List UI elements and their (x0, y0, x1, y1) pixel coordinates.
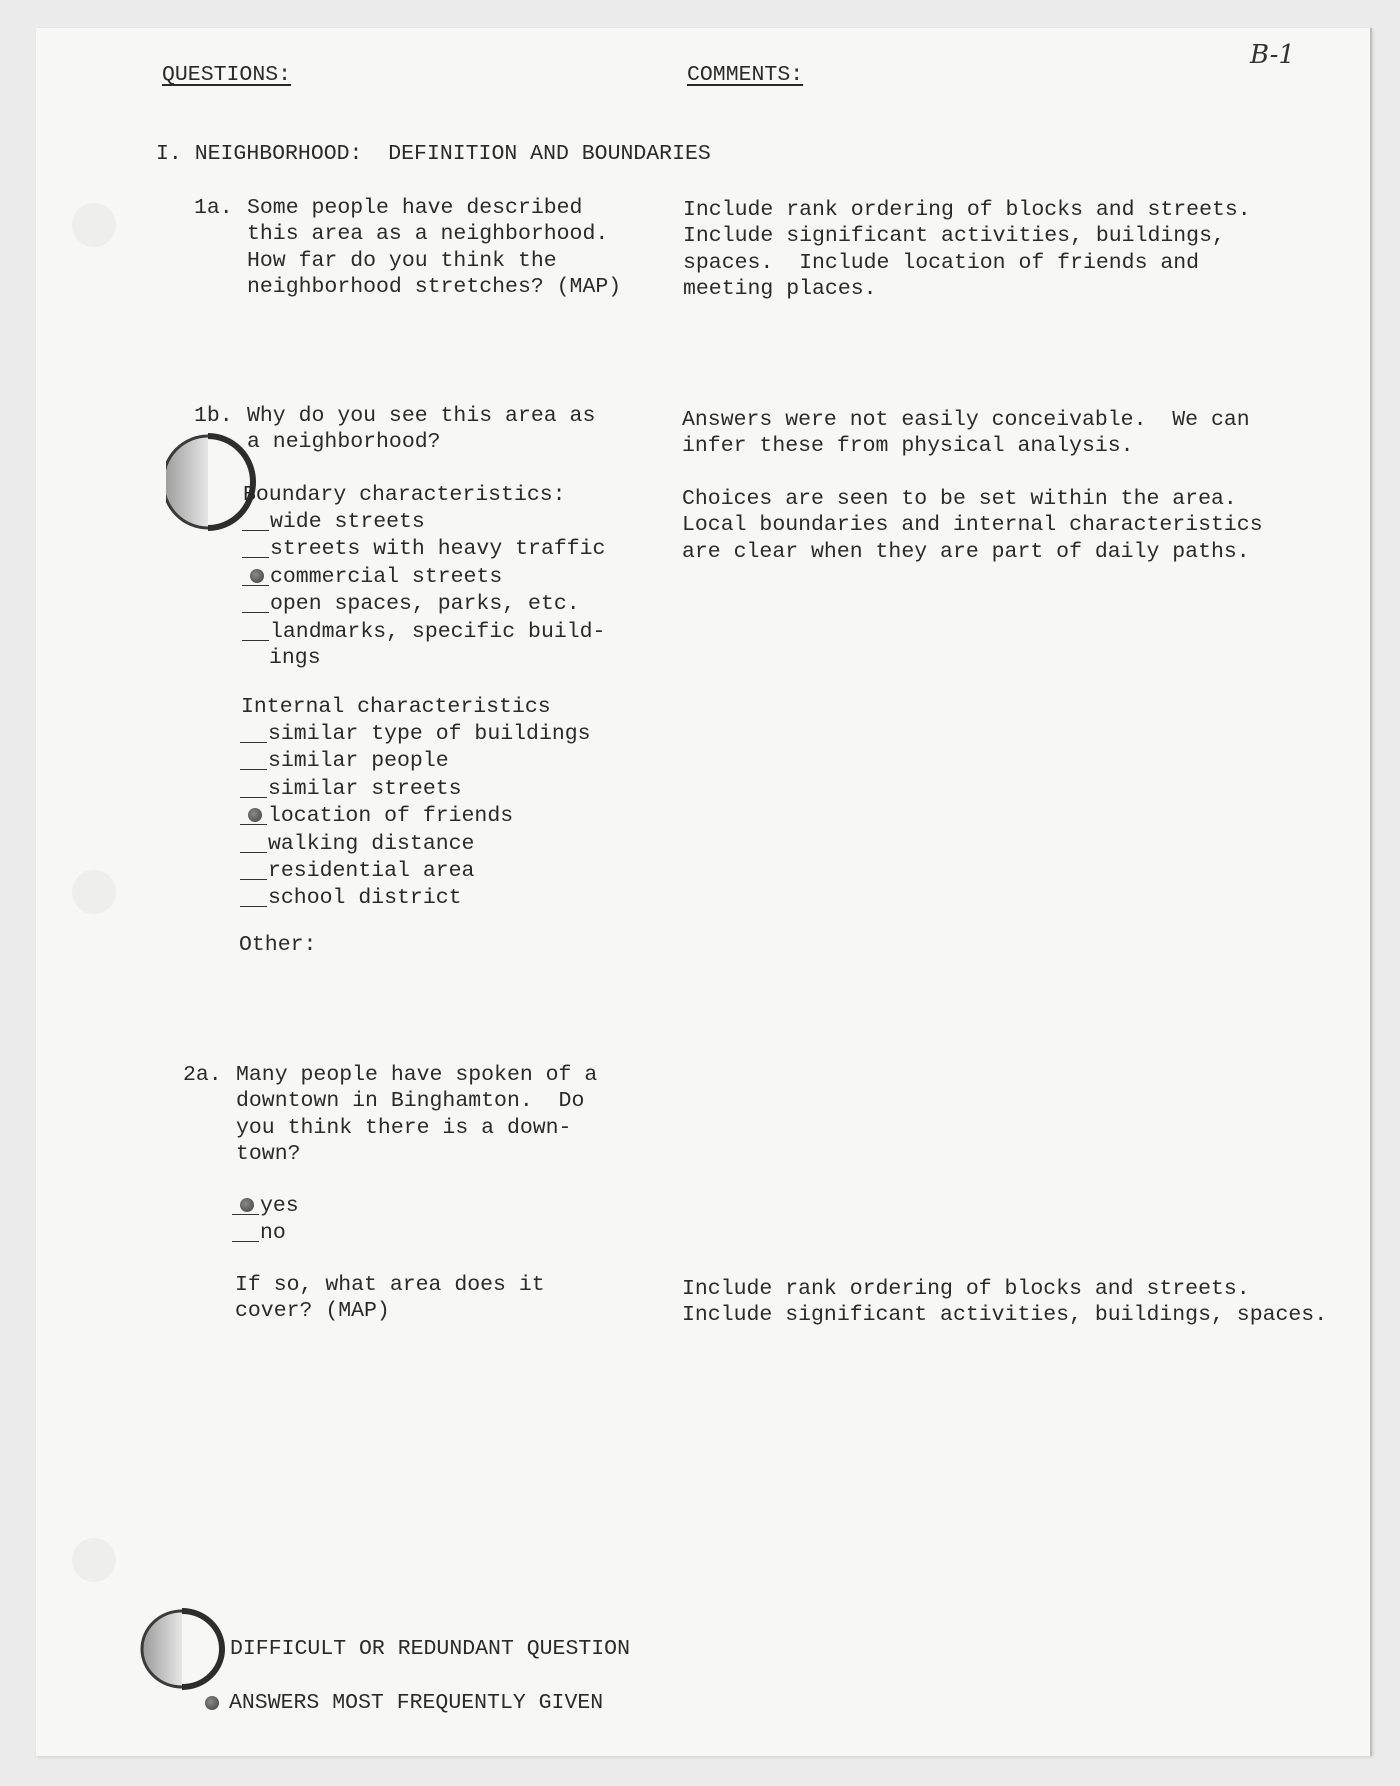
list-item: residential area (240, 857, 591, 884)
q1b-comment-1: Answers were not easily conceivable. We can infer these from physical analysis. (682, 408, 1250, 459)
frequent-answer-dot-icon (240, 1198, 254, 1212)
checkbox (240, 830, 267, 853)
legend-frequent-label: ANSWERS MOST FREQUENTLY GIVEN (229, 1691, 604, 1715)
legend (128, 1594, 648, 1742)
boundary-list (242, 508, 605, 671)
list-item: location of friends (240, 802, 591, 829)
checkbox (242, 563, 269, 586)
list-item: open spaces, parks, etc. (242, 590, 605, 617)
frequent-answer-dot-icon (205, 1696, 219, 1710)
internal-heading: Internal characteristics (241, 695, 551, 719)
checkbox (240, 802, 267, 825)
frequent-answer-dot-icon (250, 569, 264, 583)
list-item: commercial streets (242, 563, 605, 590)
q2a-options (232, 1192, 299, 1247)
checkbox (240, 747, 267, 770)
punch-hole (72, 1538, 116, 1582)
q1a-number: 1a. (194, 196, 233, 220)
checkbox (240, 720, 267, 743)
checkbox (242, 618, 269, 641)
q1a-comment: Include rank ordering of blocks and streets. Include significant activities, buildings, spaces. Include location of friends and meeting places. (683, 198, 1251, 302)
boundary-heading: Boundary characteristics: (243, 483, 566, 507)
checkbox (240, 857, 267, 880)
list-item: similar type of buildings (240, 720, 591, 747)
list-item: landmarks, specific build- (242, 618, 605, 645)
list-item: no (232, 1219, 299, 1246)
list-item: school district (240, 884, 591, 911)
q1b-comment-2: Choices are seen to be set within the area. Local boundaries and internal characteristics are clear when they are part of daily paths. (682, 487, 1263, 564)
internal-list (240, 720, 591, 912)
checkbox (232, 1219, 259, 1242)
list-item-continuation: ings (269, 646, 321, 671)
list-item: streets with heavy traffic (242, 535, 605, 562)
list-item: walking distance (240, 830, 591, 857)
list-item: similar streets (240, 775, 591, 802)
q1b-text: Why do you see this area as a neighborhood? (247, 404, 596, 455)
checkbox (240, 884, 267, 907)
punch-hole (72, 870, 116, 914)
list-item: yes (232, 1192, 299, 1219)
q1a-text: Some people have described this area as a neighborhood. How far do you think the neighborhood stretches? (MAP) (247, 196, 622, 300)
checkbox (242, 590, 269, 613)
comments-header: COMMENTS: (687, 63, 804, 87)
q1b-number: 1b. (194, 404, 233, 428)
checkbox (232, 1192, 259, 1215)
legend-difficult-label: DIFFICULT OR REDUNDANT QUESTION (230, 1637, 630, 1661)
difficult-question-icon (140, 1608, 226, 1690)
q2a-number: 2a. (183, 1063, 222, 1087)
q2a-comment: Include rank ordering of blocks and streets. Include significant activities, buildings, spaces. (682, 1277, 1328, 1328)
checkbox (242, 508, 269, 531)
checkbox (240, 775, 267, 798)
list-item: wide streets (242, 508, 605, 535)
checkbox (242, 535, 269, 558)
questions-header: QUESTIONS: (162, 63, 292, 87)
frequent-answer-dot-icon (248, 808, 262, 822)
section-title: I. NEIGHBORHOOD: DEFINITION AND BOUNDARIES (156, 142, 711, 166)
document-page (36, 28, 1372, 1756)
q2a-followup: If so, what area does it cover? (MAP) (235, 1273, 545, 1324)
punch-hole (72, 203, 116, 247)
page-number-handwritten: B-1 (1250, 40, 1295, 70)
list-item: similar people (240, 747, 591, 774)
other-label: Other: (239, 933, 317, 957)
q2a-text: Many people have spoken of a downtown in Binghamton. Do you think there is a down- town? (236, 1063, 598, 1167)
